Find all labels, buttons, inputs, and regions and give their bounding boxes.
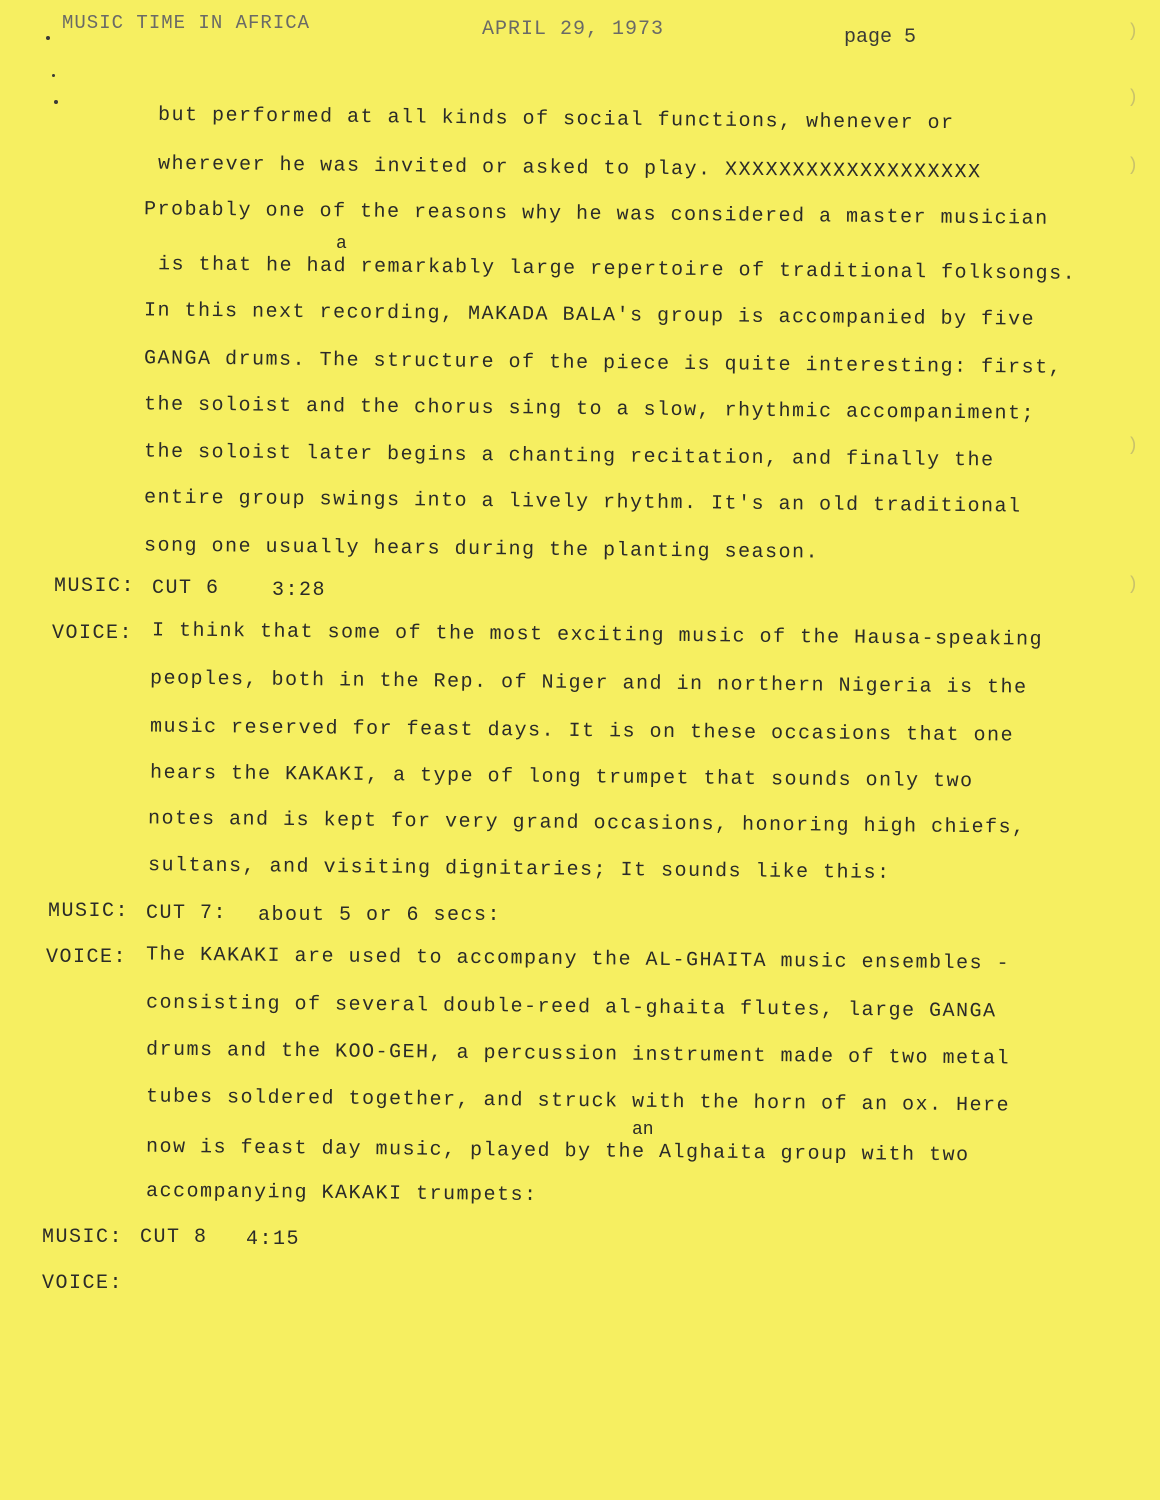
text-line: entire group swings into a lively rhythm. It's an old traditional [143,486,1022,519]
text-line: notes and is kept for very grand occasions, honoring high chiefs, [147,807,1026,840]
edge-mark: ) [1127,156,1138,176]
text-line: peoples, both in the Rep. of Niger and in northern Nigeria is the [149,667,1028,700]
handwritten-insertion: an [632,1120,654,1140]
text-line: In this next recording, MAKADA BALA's group is accompanied by five [143,299,1036,332]
text-line: The KAKAKI are used to accompany the AL-GHAITA music ensembles - [145,943,1011,976]
edge-mark: ) [1127,88,1138,108]
voice-label: VOICE: [42,1272,124,1295]
margin-mark [52,74,55,77]
program-title: MUSIC TIME IN AFRICA [62,12,311,34]
edge-mark: ) [1127,575,1138,595]
cue-time: 4:15 [246,1228,301,1251]
edge-mark: ) [1127,436,1138,456]
text-line: sultans, and visiting dignitaries; It sounds like this: [147,854,891,885]
text-line: music reserved for feast days. It is on these occasions that one [149,715,1015,748]
text-line: is that he had remarkably large repertoire of traditional folksongs. [157,253,1077,286]
margin-mark [54,100,58,104]
text-line: drums and the KOO-GEH, a percussion instrument made of two metal [145,1038,1011,1071]
cue-label: MUSIC: [42,1226,124,1249]
page-header [62,12,1062,49]
edge-mark: ) [1127,22,1138,42]
text-line: wherever he was invited or asked to play. XXXXXXXXXXXXXXXXXXX [157,152,982,185]
text-line: I think that some of the most exciting music of the Hausa-speaking [151,619,1044,652]
cue-text: CUT 7: [146,902,228,925]
cue-label: MUSIC: [54,575,136,598]
margin-mark [46,36,50,40]
text-line: the soloist later begins a chanting recitation, and finally the [143,440,995,473]
text-line: accompanying KAKAKI trumpets: [145,1179,538,1208]
page-number: page 5 [844,26,917,49]
cue-time: 3:28 [272,579,327,602]
text-line: tubes soldered together, and struck with the horn of an ox. Here [145,1085,1011,1118]
cue-label: MUSIC: [48,900,130,923]
document-date: APRIL 29, 1973 [482,18,665,41]
handwritten-insertion: a [336,234,347,254]
text-line: Probably one of the reasons why he was considered a master musician [143,198,1049,231]
voice-label: VOICE: [52,622,134,645]
text-line: but performed at all kinds of social functions, whenever or [157,103,955,136]
cue-text: CUT 8 [140,1226,208,1249]
text-line: GANGA drums. The structure of the piece is quite interesting: first, [143,347,1063,380]
text-line: now is feast day music, played by the Alghaita group with two [145,1135,970,1168]
cue-time: about 5 or 6 secs: [258,904,502,927]
text-line: the soloist and the chorus sing to a slow, rhythmic accompaniment; [143,393,1036,426]
cue-text: CUT 6 [152,577,220,600]
voice-label: VOICE: [46,946,128,969]
text-line: consisting of several double-reed al-ghaita flutes, large GANGA [145,991,997,1024]
text-line: song one usually hears during the planting season. [143,534,820,565]
text-line: hears the KAKAKI, a type of long trumpet that sounds only two [149,761,974,794]
